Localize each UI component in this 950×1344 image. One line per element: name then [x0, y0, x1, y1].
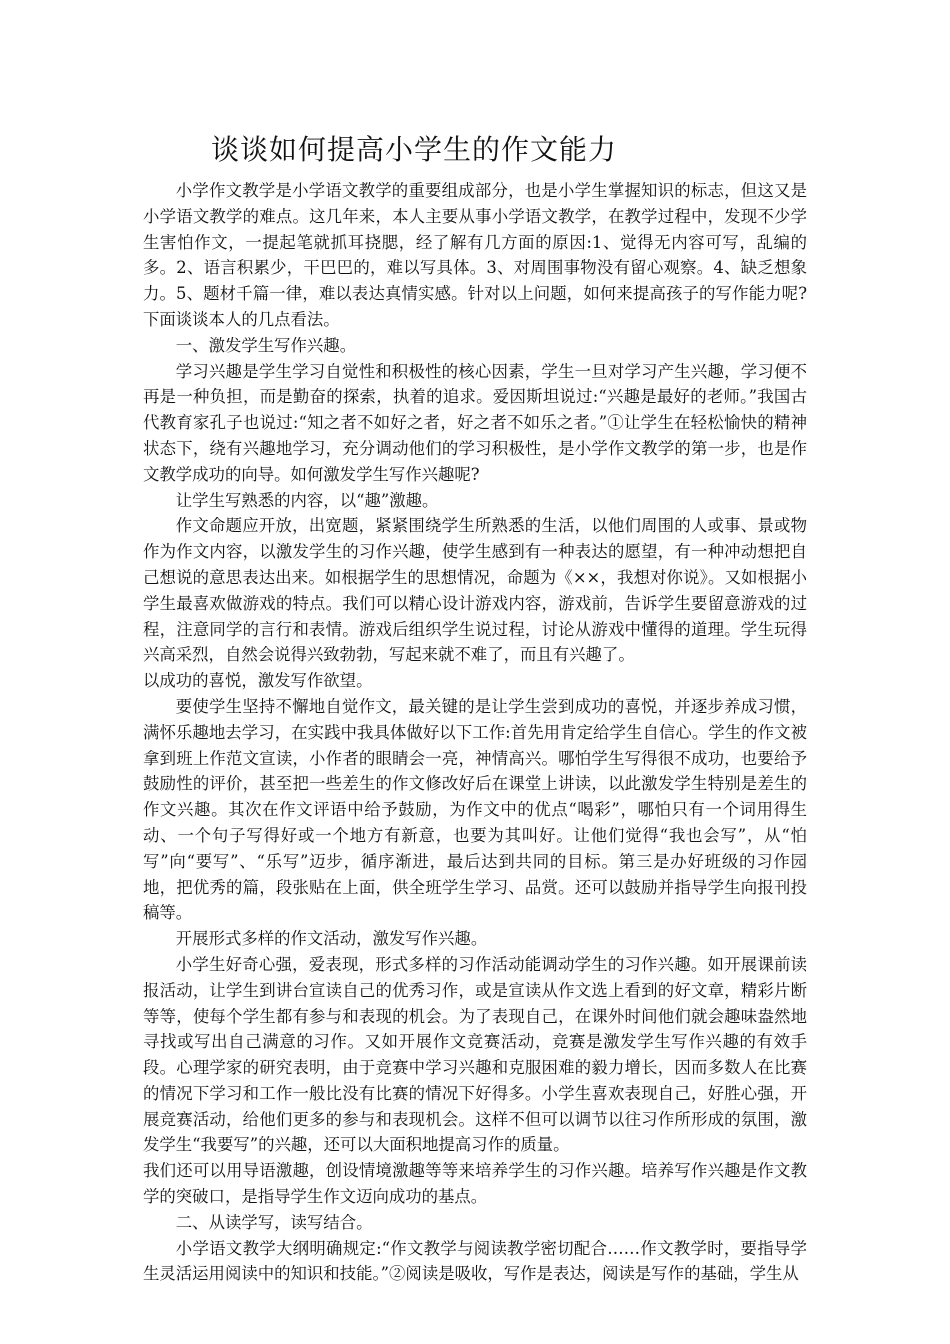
paragraph-list: [143, 178, 807, 1287]
paragraph: 二、从读学写，读写结合。: [175, 1212, 373, 1232]
paragraph: 一、激发学生写作兴趣。: [175, 335, 357, 355]
paragraph: 让学生写熟悉的内容，以“趣”激趣。: [175, 490, 439, 510]
document-title: 谈谈如何提高小学生的作文能力: [211, 133, 618, 166]
paragraph: 要使学生坚持不懈地自觉作文，最关键的是让学生尝到成功的喜悦，并逐步养成习惯，满怀乐趣地去学习，在实践中我具体做好以下工作:首先用肯定给学生自信心。学生的作文被拿到班上作范文宣读，小作者的眼睛会一亮，神情高兴。哪怕学生写得很不成功，也要给予鼓励性的评价，甚至把一些差生的作文修改好后在课堂上讲读，以此激发学生特别是差生的作文兴趣。其次在作文评语中给予鼓励，为作文中的优点“喝彩”，哪怕只有一个词用得生动、一个句子写得好或一个地方有新意，也要为其叫好。让他们觉得“我也会写”，从“怕写”向“要写”、“乐写”迈步，循序渐进，最后达到共同的目标。第三是办好班级的习作园地，把优秀的篇，段张贴在上面，供全班学生学习、品赏。还可以鼓励并指导学生向报刊投稿等。: [143, 696, 807, 923]
paragraph: 以成功的喜悦，激发写作欲望。: [143, 671, 373, 691]
paragraph: 小学作文教学是小学语文教学的重要组成部分，也是小学生掌握知识的标志，但这又是小学语文教学的难点。这几年来，本人主要从事小学语文教学，在教学过程中，发现不少学生害怕作文，一提起笔就抓耳挠腮，经了解有几方面的原因:1、觉得无内容可写，乱编的多。2、语言积累少，干巴巴的，难以写具体。3、对周围事物没有留心观察。4、缺乏想象力。5、题材千篇一律，难以表达真情实感。针对以上问题，如何来提高孩子的写作能力呢?下面谈谈本人的几点看法。: [143, 181, 807, 329]
paragraph: 学习兴趣是学生学习自觉性和积极性的核心因素，学生一旦对学习产生兴趣，学习便不再是一种负担，而是勤奋的探索，执着的追求。爱因斯坦说过:“兴趣是最好的老师。”我国古代教育家孔子也说过:“知之者不如好之者，好之者不如乐之者。”①让学生在轻松愉快的精神状态下，绕有兴趣地学习，充分调动他们的学习积极性，是小学作文教学的第一步，也是作文教学成功的向导。如何激发学生写作兴趣呢?: [143, 361, 807, 484]
paragraph: 小学生好奇心强，爱表现，形式多样的习作活动能调动学生的习作兴趣。如开展课前读报活动，让学生到讲台宣读自己的优秀习作，或是宣读从作文选上看到的好文章，精彩片断等等，使每个学生都有参与和表现的机会。为了表现自己，在课外时间他们就会趣味盎然地寻找或写出自己满意的习作。又如开展作文竞赛活动，竞赛是激发学生写作兴趣的有效手段。心理学家的研究表明，由于竞赛中学习兴趣和克服困难的毅力增长，因而多数人在比赛的情况下学习和工作一般比没有比赛的情况下好得多。小学生喜欢表现自己，好胜心强，开展竞赛活动，给他们更多的参与和表现机会。这样不但可以调节以往习作所形成的氛围，激发学生“我要写”的兴趣，还可以大面积地提高习作的质量。: [143, 954, 807, 1155]
paragraph: 作文命题应开放，出宽题，紧紧围绕学生所熟悉的生活，以他们周围的人或事、景或物作为作文内容，以激发学生的习作兴趣，使学生感到有一种表达的愿望，有一种冲动想把自己想说的意思表达出来。如根据学生的思想情况，命题为《××，我想对你说》。又如根据小学生最喜欢做游戏的特点。我们可以精心设计游戏内容，游戏前，告诉学生要留意游戏的过程，注意同学的言行和表情。游戏后组织学生说过程，讨论从游戏中懂得的道理。学生玩得兴高采烈，自然会说得兴致勃勃，写起来就不难了，而且有兴趣了。: [143, 516, 807, 665]
paragraph: 小学语文教学大纲明确规定:“作文教学与阅读教学密切配合……作文教学时，要指导学生灵活运用阅读中的知识和技能。”②阅读是吸收，写作是表达，阅读是写作的基础，学生从: [143, 1238, 807, 1284]
paragraph: 开展形式多样的作文活动，激发写作兴趣。: [175, 929, 488, 949]
paragraph: 我们还可以用导语激趣，创设情境激趣等等来培养学生的习作兴趣。培养写作兴趣是作文教学的突破口，是指导学生作文迈向成功的基点。: [143, 1161, 807, 1207]
document-body: [143, 128, 807, 1287]
